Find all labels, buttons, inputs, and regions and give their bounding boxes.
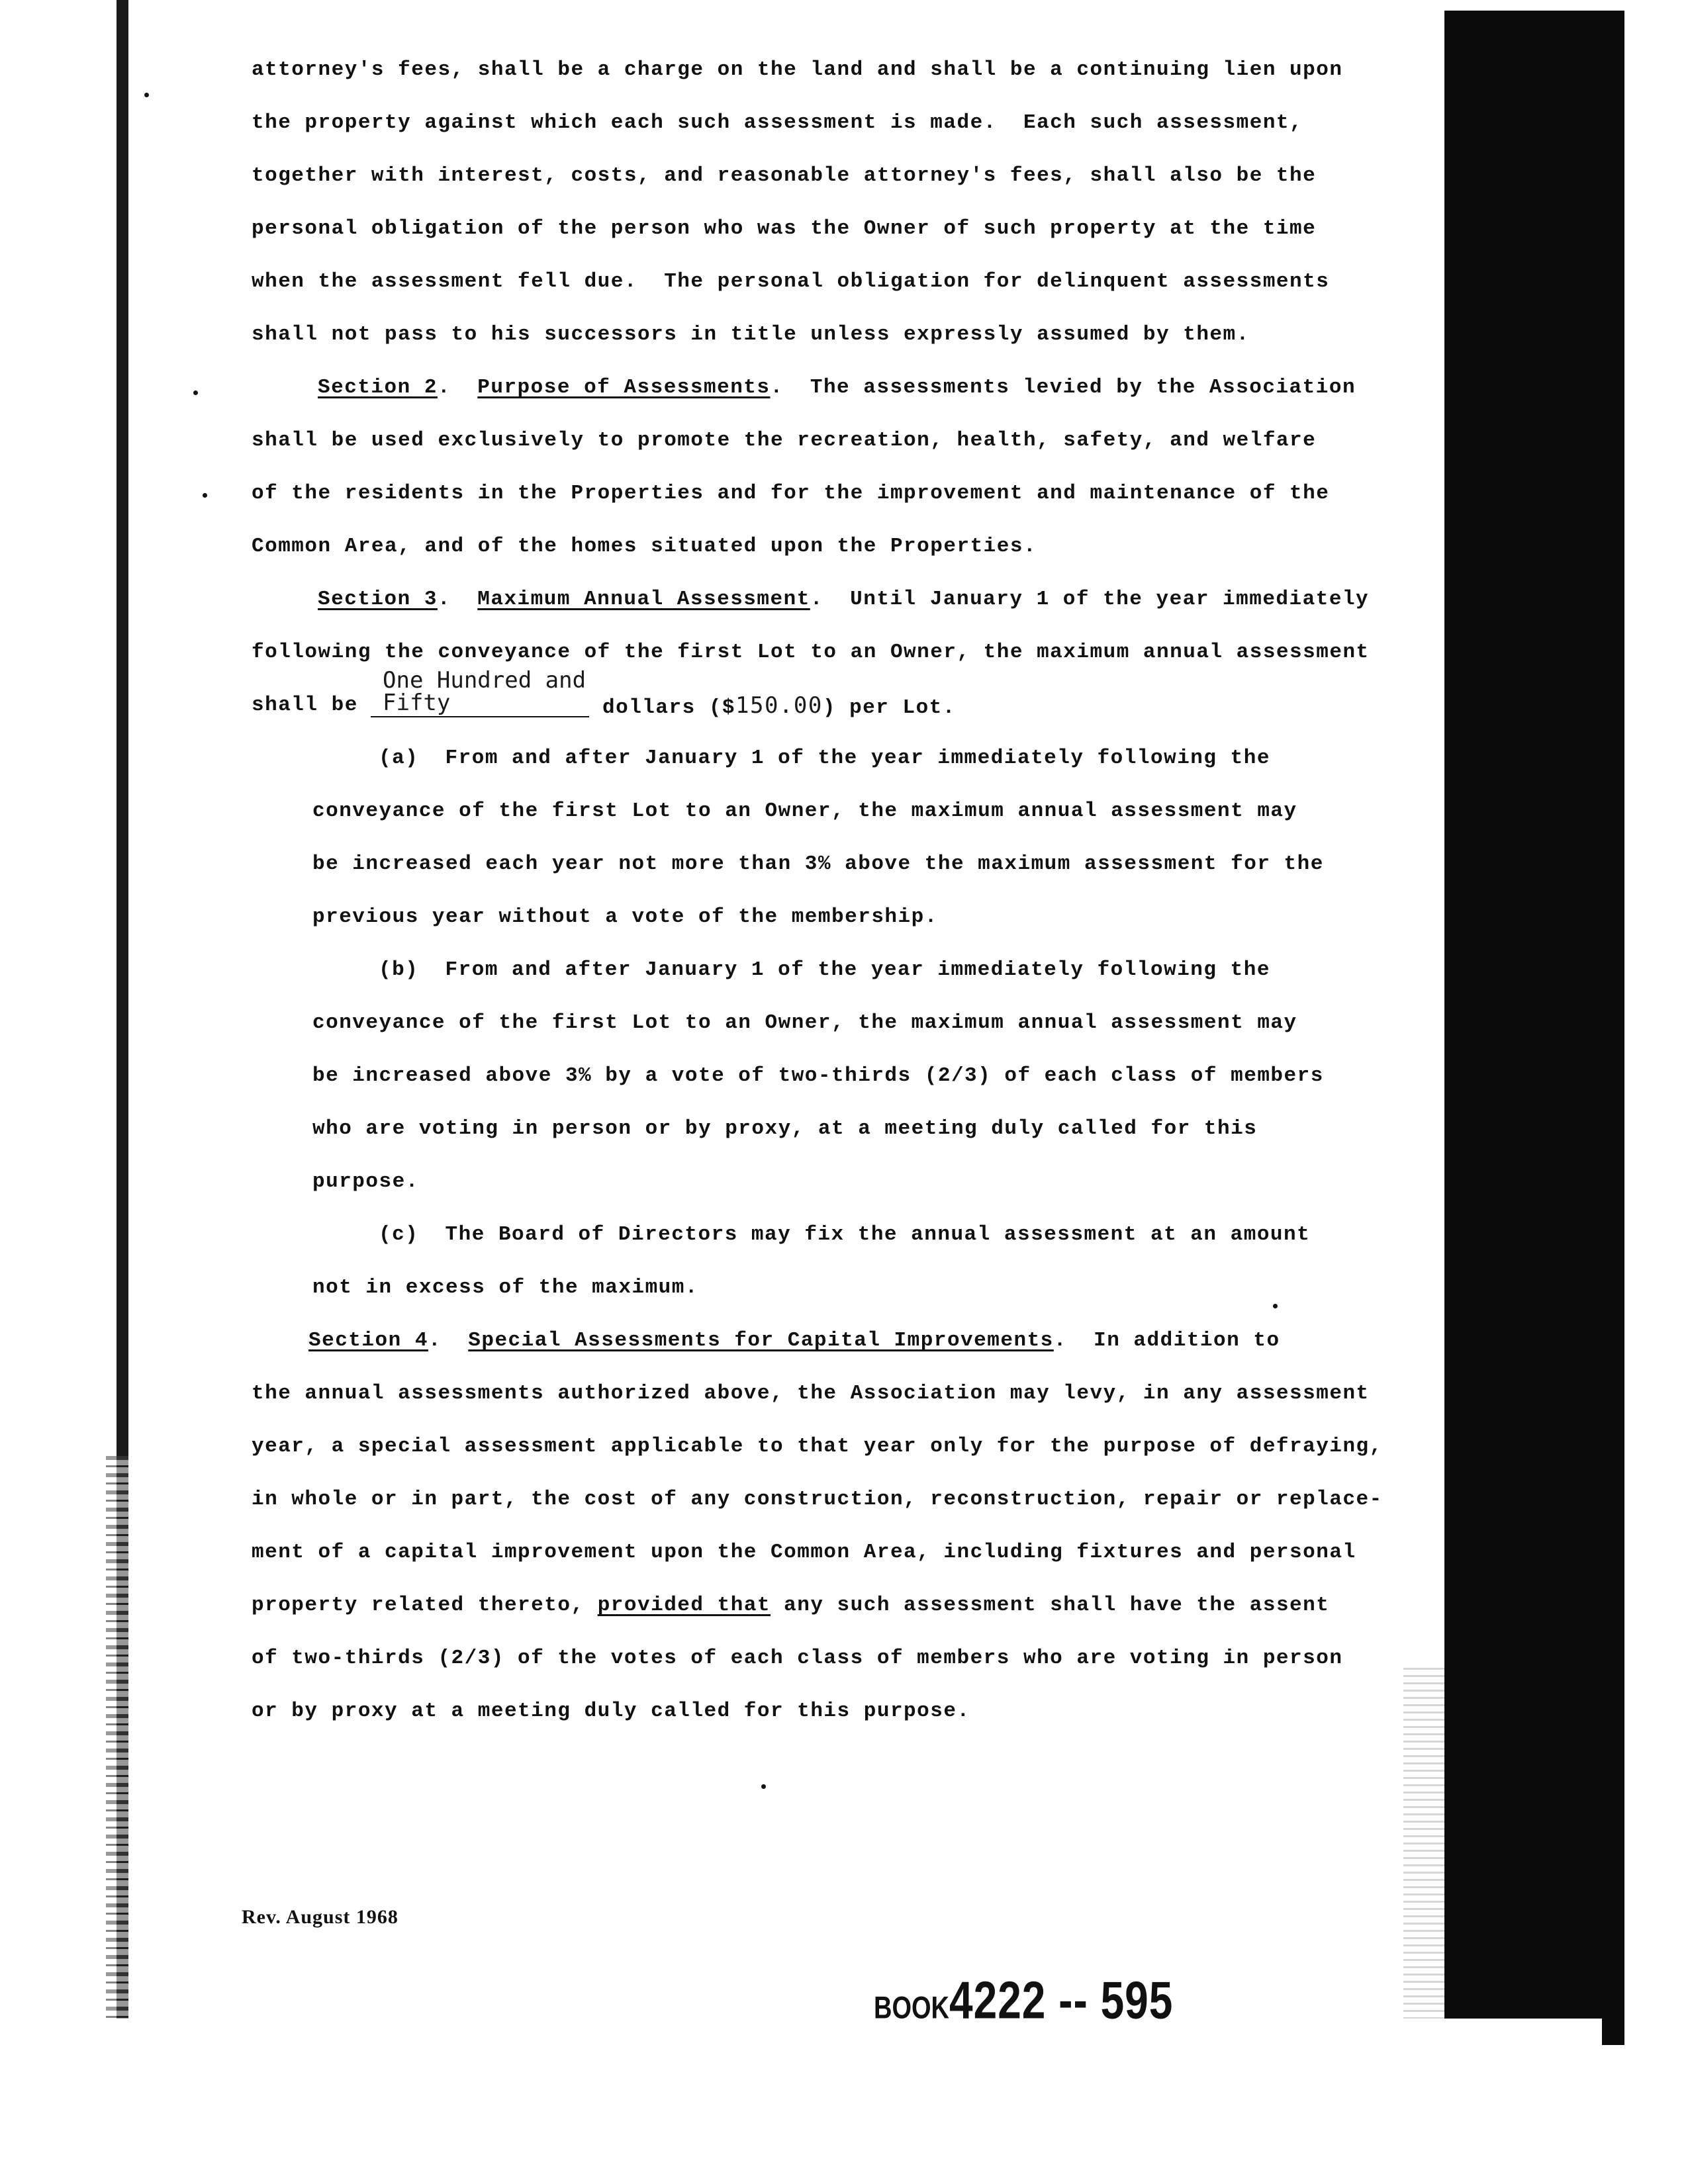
item-a-first-line — [379, 747, 1270, 770]
scan-right-fade — [1403, 1668, 1444, 2019]
amount-words-line-2: Fifty — [383, 690, 451, 716]
scan-speck — [193, 390, 198, 395]
scan-right-edge-base — [1602, 2012, 1624, 2045]
body-line: year, a special assessment applicable to that year only for the purpose of defraying, — [252, 1435, 1383, 1458]
book-prefix: BOOK — [874, 1991, 949, 2026]
item-c-label: (c) — [379, 1223, 419, 1246]
body-line: conveyance of the first Lot to an Owner, the maximum annual assessment may — [312, 1011, 1297, 1034]
section-3-text: . Until January 1 of the year immediately — [810, 588, 1370, 611]
item-b-first-line — [379, 958, 1270, 982]
section-3-number: Section 3 — [318, 588, 438, 611]
section-2-heading-line: Section 2. Purpose of Assessments. The assessments levied by the Association — [318, 376, 1356, 399]
amount-prefix: shall be — [252, 694, 358, 717]
amount-blank — [371, 716, 589, 717]
section-3-heading-line: Section 3. Maximum Annual Assessment. Until January 1 of the year immediately — [318, 588, 1370, 611]
body-line: previous year without a vote of the membership. — [312, 905, 938, 929]
amount-suffix: ) per Lot. — [822, 696, 956, 719]
proviso-line — [252, 1594, 1329, 1617]
body-line: not in excess of the maximum. — [312, 1276, 698, 1299]
section-2-title: Purpose of Assessments — [477, 376, 771, 399]
body-line: or by proxy at a meeting duly called for this purpose. — [252, 1700, 970, 1723]
body-line: personal obligation of the person who was the Owner of such property at the time — [252, 217, 1317, 240]
body-line: the annual assessments authorized above, the Association may levy, in any assessment — [252, 1382, 1370, 1405]
section-4-heading-line: Section 4. Special Assessments for Capital Improvements. In addition to — [308, 1329, 1280, 1352]
scan-speck — [1273, 1304, 1278, 1308]
body-line: following the conveyance of the first Lot to an Owner, the maximum annual assessment — [252, 641, 1370, 664]
body-line: Common Area, and of the homes situated upon the Properties. — [252, 535, 1037, 558]
body-line: conveyance of the first Lot to an Owner, the maximum annual assessment may — [312, 799, 1297, 823]
item-c-text: The Board of Directors may fix the annual assessment at an amount — [445, 1223, 1311, 1246]
book-page-stamp: BOOK4222 -- 595 — [874, 1970, 1174, 2030]
amount-mid: dollars ($ — [602, 696, 736, 719]
body-line: ment of a capital improvement upon the Common Area, including fixtures and personal — [252, 1541, 1356, 1564]
body-line: when the assessment fell due. The personal obligation for delinquent assessments — [252, 270, 1330, 293]
proviso-term: provided that — [597, 1594, 771, 1617]
item-a-label: (a) — [379, 747, 419, 770]
body-line: together with interest, costs, and reasonable attorney's fees, shall also be the — [252, 164, 1317, 187]
page-number: 595 — [1100, 1970, 1174, 2030]
body-line: shall be used exclusively to promote the recreation, health, safety, and welfare — [252, 429, 1317, 452]
section-3-title: Maximum Annual Assessment — [477, 588, 810, 611]
body-line: of the residents in the Properties and for the improvement and maintenance of the — [252, 482, 1330, 505]
scan-speck — [144, 93, 149, 97]
section-2-text: . The assessments levied by the Association — [770, 376, 1356, 399]
book-number: 4222 — [949, 1970, 1047, 2030]
item-b-text: From and after January 1 of the year immediately following the — [445, 958, 1270, 981]
amount-figure: 150.00 — [735, 692, 823, 719]
body-line: shall not pass to his successors in title unless expressly assumed by them. — [252, 323, 1250, 346]
section-4-title: Special Assessments for Capital Improvements — [468, 1329, 1054, 1352]
section-4-number: Section 4 — [308, 1329, 428, 1352]
body-line: of two-thirds (2/3) of the votes of each class of members who are voting in person — [252, 1647, 1343, 1670]
body-line: who are voting in person or by proxy, at a meeting duly called for this — [312, 1117, 1258, 1140]
body-line: be increased above 3% by a vote of two-thirds (2/3) of each class of members — [312, 1064, 1324, 1087]
scan-speck — [761, 1784, 766, 1789]
proviso-after: any such assessment shall have the assent — [771, 1594, 1330, 1617]
amount-words-line-1: One Hundred and — [383, 667, 586, 694]
body-line: be increased each year not more than 3% above the maximum assessment for the — [312, 852, 1324, 876]
item-a-text: From and after January 1 of the year immediately following the — [445, 747, 1270, 770]
body-line: attorney's fees, shall be a charge on the land and shall be a continuing lien upon — [252, 58, 1343, 81]
body-line: in whole or in part, the cost of any construction, reconstruction, repair or replace- — [252, 1488, 1383, 1511]
revision-note: Rev. August 1968 — [242, 1906, 399, 1928]
scan-right-edge — [1444, 11, 1624, 2019]
scan-left-noise — [106, 1456, 128, 2019]
section-2-number: Section 2 — [318, 376, 438, 399]
item-c-first-line — [379, 1223, 1310, 1247]
item-b-label: (b) — [379, 958, 419, 981]
body-line: purpose. — [312, 1170, 419, 1193]
proviso-before: property related thereto, — [252, 1594, 598, 1617]
body-line: the property against which each such assessment is made. Each such assessment, — [252, 111, 1303, 134]
amount-figure-line — [602, 694, 956, 720]
section-4-text: . In addition to — [1053, 1329, 1280, 1352]
scan-speck — [203, 493, 207, 498]
